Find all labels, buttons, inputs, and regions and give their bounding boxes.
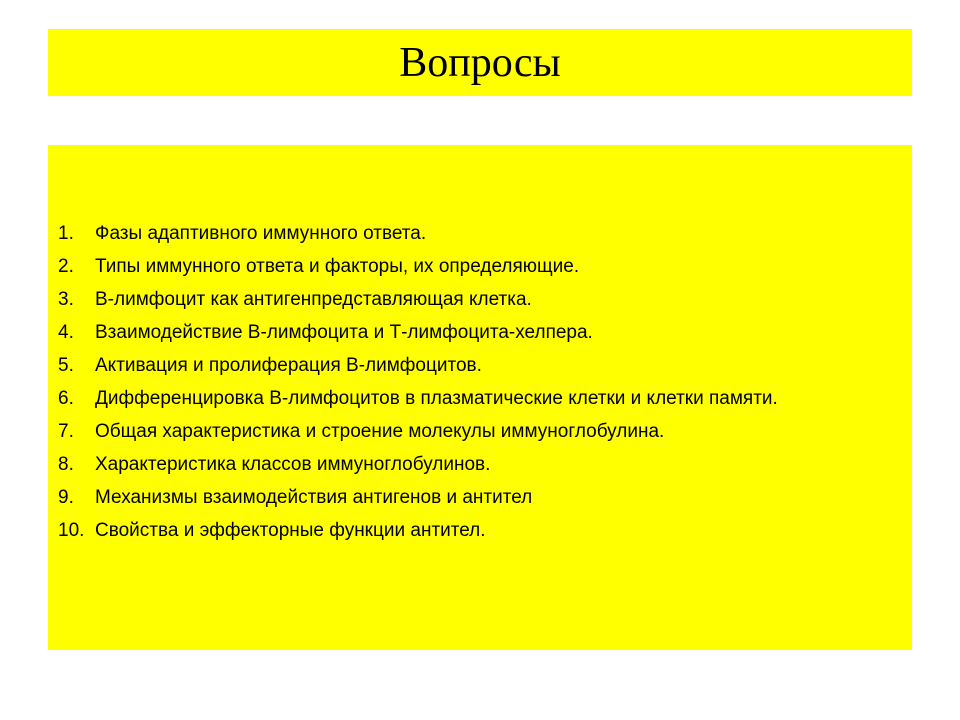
question-item: [48, 452, 855, 477]
question-text: Механизмы взаимодействия антигенов и антител: [95, 487, 533, 508]
question-text: Характеристика классов иммуноглобулинов.: [95, 454, 491, 475]
question-number: 1.: [58, 223, 74, 244]
question-number: 9.: [58, 487, 74, 508]
question-item: [48, 419, 855, 444]
question-number: 8.: [58, 454, 74, 475]
question-item: [48, 320, 855, 345]
question-text: Взаимодействие В-лимфоцита и Т-лимфоцита-хелпера.: [95, 322, 593, 343]
questions-box: [48, 145, 912, 650]
question-text: Общая характеристика и строение молекулы иммуноглобулина.: [95, 421, 665, 442]
question-item: [48, 287, 855, 312]
question-text: Свойства и эффекторные функции антител.: [95, 520, 486, 541]
slide-title: Вопросы: [399, 39, 561, 86]
question-number: 10.: [58, 520, 85, 541]
question-number: 3.: [58, 289, 74, 310]
question-item: [48, 221, 855, 246]
question-item: [48, 353, 855, 378]
question-number: 4.: [58, 322, 74, 343]
question-text: В-лимфоцит как антигенпредставляющая клетка.: [95, 289, 532, 310]
question-text: Типы иммунного ответа и факторы, их определяющие.: [95, 256, 580, 277]
question-text: Фазы адаптивного иммунного ответа.: [95, 223, 427, 244]
question-text: Дифференцировка В-лимфоцитов в плазматические клетки и клетки памяти.: [95, 388, 778, 409]
question-item: [48, 485, 855, 510]
question-item: [48, 254, 855, 279]
question-number: 5.: [58, 355, 74, 376]
question-text: Активация и пролиферация В-лимфоцитов.: [95, 355, 482, 376]
question-number: 6.: [58, 388, 74, 409]
questions-list: [48, 221, 912, 543]
question-number: 2.: [58, 256, 74, 277]
title-box: [48, 29, 912, 96]
question-item: [48, 386, 855, 411]
question-item: [48, 518, 855, 543]
question-number: 7.: [58, 421, 74, 442]
